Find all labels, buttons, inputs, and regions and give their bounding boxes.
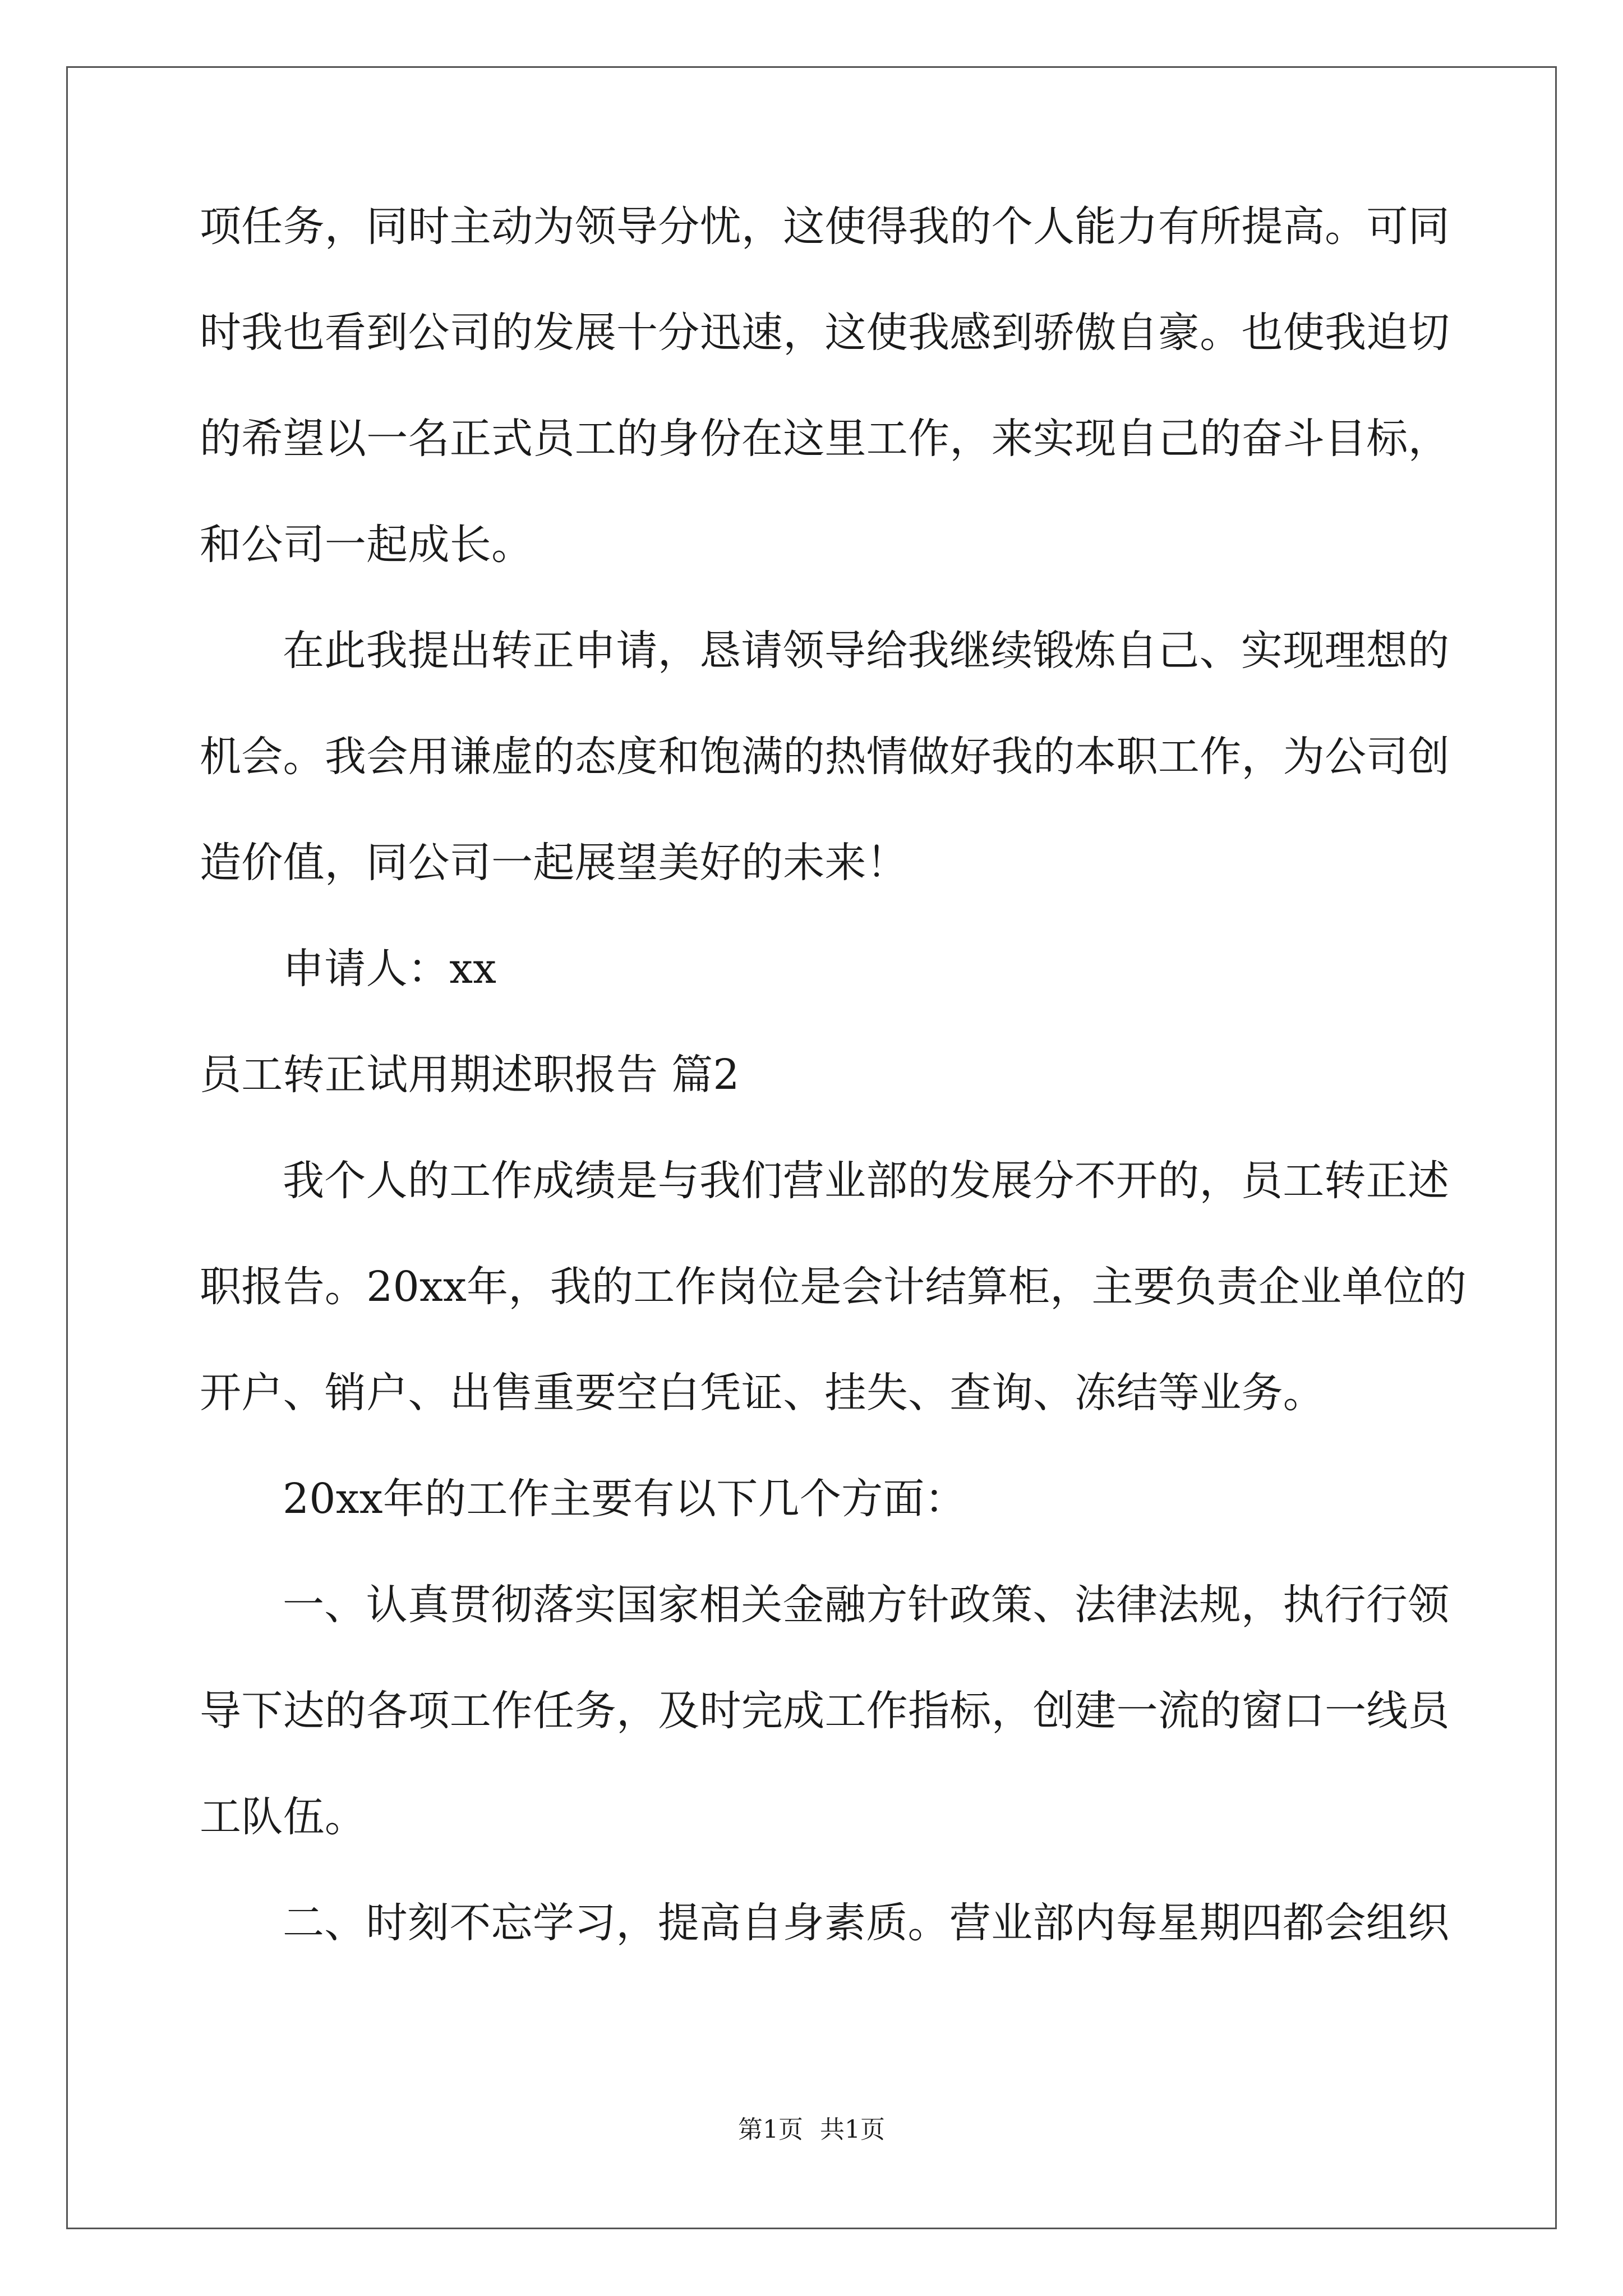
text-line: 时我也看到公司的发展十分迅速，这使我感到骄傲自豪。也使我迫切: [200, 309, 1450, 357]
page-footer: [0, 2109, 1623, 2145]
text-line: 一、认真贯彻落实国家相关金融方针政策、法律法规，执行行领: [283, 1581, 1450, 1629]
text-line: 造价值，同公司一起展望美好的未来！: [200, 839, 909, 887]
text-line: 开户、销户、出售重要空白凭证、挂失、查询、冻结等业务。: [200, 1369, 1325, 1417]
text-line: 工队伍。: [200, 1793, 367, 1841]
text-line: 在此我提出转正申请，恳请领导给我继续锻炼自己、实现理想的: [283, 627, 1450, 675]
text-line: 20xx年的工作主要有以下几个方面：: [283, 1475, 967, 1523]
text-line: 二、时刻不忘学习，提高自身素质。营业部内每星期四都会组织: [283, 1899, 1450, 1947]
text-line: 的希望以一名正式员工的身份在这里工作，来实现自己的奋斗目标，: [200, 415, 1450, 463]
text-line: 和公司一起成长。: [200, 521, 533, 569]
text-line: 项任务，同时主动为领导分忧，这使得我的个人能力有所提高。可同: [200, 203, 1450, 251]
text-line: 机会。我会用谦虚的态度和饱满的热情做好我的本职工作，为公司创: [200, 733, 1450, 781]
text-line: 导下达的各项工作任务，及时完成工作指标，创建一流的窗口一线员: [200, 1687, 1450, 1735]
text-line: 员工转正试用期述职报告 篇2: [200, 1051, 740, 1099]
page-number: 第1页: [738, 2115, 803, 2144]
text-line: 申请人：xx: [283, 945, 497, 993]
text-line: 我个人的工作成绩是与我们营业部的发展分不开的，员工转正述: [283, 1157, 1450, 1205]
text-line: 职报告。20xx年，我的工作岗位是会计结算柜，主要负责企业单位的: [200, 1263, 1467, 1311]
page-total: 共1页: [820, 2115, 885, 2144]
document-body: [200, 201, 1467, 2003]
